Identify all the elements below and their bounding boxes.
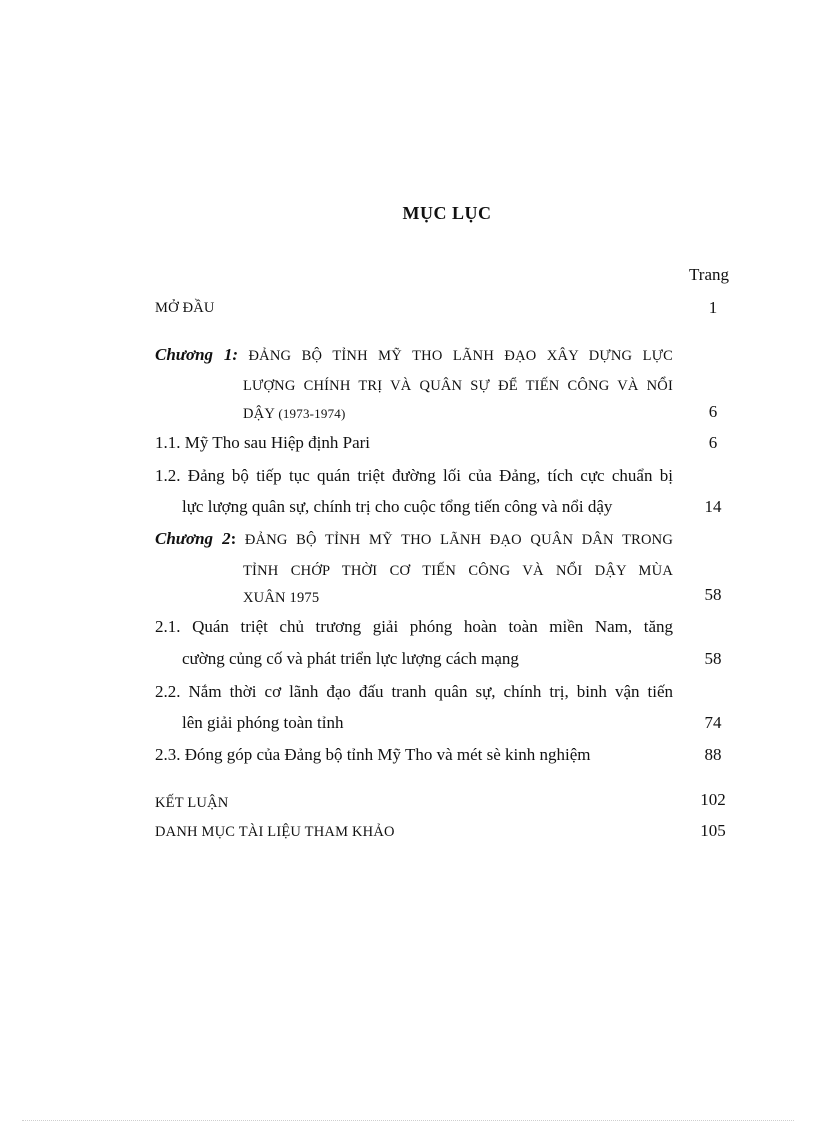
toc-page-number: 6 [708,433,718,452]
page-bottom-divider [22,1120,794,1121]
page-column-header: Trang [689,265,729,284]
toc-entry-references: DANH MỤC TÀI LIỆU THAM KHẢO [155,824,395,840]
chapter-2-title-part-1: ĐẢNG BỘ TỈNH MỸ THO LÃNH ĐẠO QUÂN DÂN TRONG [236,532,674,548]
toc-page-number: 102 [700,790,726,809]
toc-page-number: 58 [704,649,722,668]
page-title-text: MỤC LỤC [402,203,492,223]
toc-chapter-1-line-1 [155,345,673,366]
chapter-1-title-part-1: ĐẢNG BỘ TỈNH MỸ THO LÃNH ĐẠO XÂY DỰNG LỰC [238,348,674,364]
toc-section-2-1-line-1: 2.1. Quán triệt chủ trương giải phóng hoàn toàn miền Nam, tăng [155,617,673,636]
toc-chapter-1-line-2: LƯỢNG CHÍNH TRỊ VÀ QUÂN SỰ ĐỂ TIẾN CÔNG VÀ NỔI [243,378,673,394]
chapter-2-colon: : [230,529,237,548]
chapter-1-title-part-3: DẬY [243,406,279,422]
toc-page-number: 1 [708,298,718,317]
toc-page-number: 14 [704,497,722,516]
toc-section-1-2-line-1: 1.2. Đảng bộ tiếp tục quán triệt đường lối của Đảng, tích cực chuẩn bị [155,466,673,485]
toc-chapter-2-line-2: TỈNH CHỚP THỜI CƠ TIẾN CÔNG VÀ NỔI DẬY MÙA [243,563,673,579]
toc-page-number: 105 [700,821,726,840]
chapter-1-prefix: Chương 1: [155,345,239,364]
chapter-2-prefix: Chương 2 [155,529,231,548]
toc-entry-ket-luan: KẾT LUẬN [155,795,229,811]
chapter-1-years: (1973-1974) [278,406,346,421]
toc-page-number: 58 [704,585,722,604]
toc-page-number: 88 [704,745,722,764]
toc-chapter-2-line-3: XUÂN 1975 [243,590,320,606]
toc-page-number: 6 [708,402,718,421]
toc-page-number: 74 [704,713,722,732]
toc-entry-mo-dau: MỞ ĐẦU [155,300,215,316]
toc-section-2-3: 2.3. Đóng góp của Đảng bộ tỉnh Mỹ Tho và mét sè kinh nghiệm [155,745,591,764]
toc-section-2-2-line-1: 2.2. Nắm thời cơ lãnh đạo đấu tranh quân sự, chính trị, binh vận tiến [155,682,673,701]
toc-section-1-1: 1.1. Mỹ Tho sau Hiệp định Pari [155,433,371,452]
page-title [0,203,816,224]
toc-section-2-1-line-2: cường củng cố và phát triển lực lượng cách mạng [182,649,519,668]
toc-chapter-2-line-1 [155,529,673,550]
toc-chapter-1-line-3 [243,404,346,424]
toc-section-2-2-line-2: lên giải phóng toàn tỉnh [182,713,344,732]
toc-section-1-2-line-2: lực lượng quân sự, chính trị cho cuộc tổng tiến công và nổi dậy [182,497,613,516]
